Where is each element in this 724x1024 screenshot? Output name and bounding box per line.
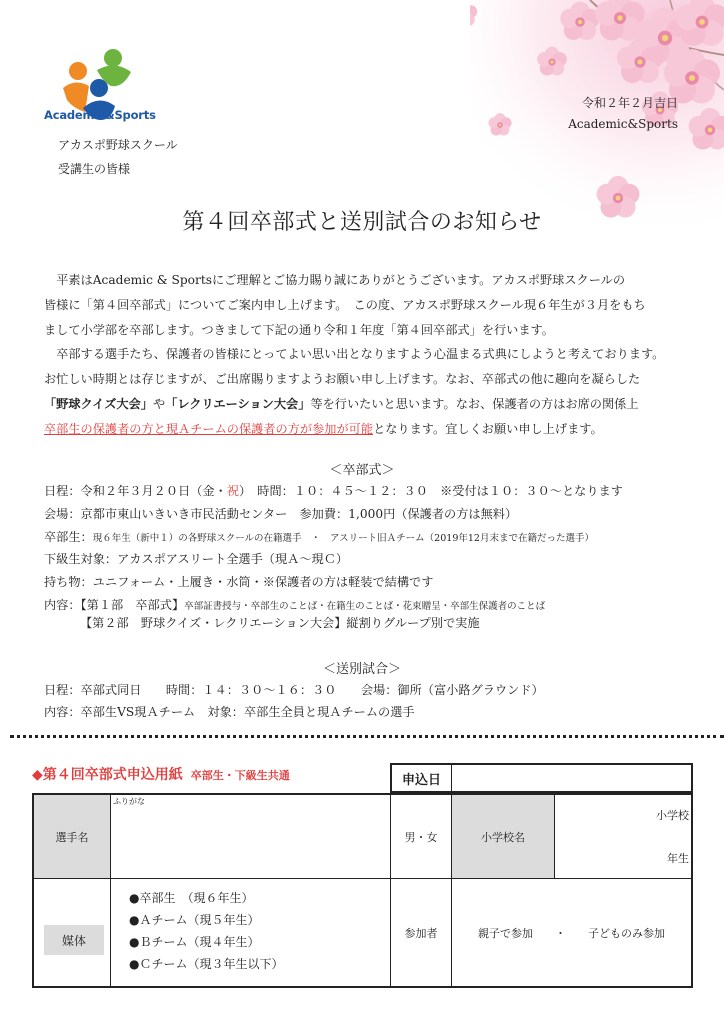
player-name-field[interactable]: [111, 795, 391, 879]
ceremony-graduates: [44, 528, 594, 545]
intro-line: [44, 342, 694, 367]
choice-separator: ・: [555, 926, 566, 940]
addressee-line1: アカスポ野球スクール: [58, 138, 178, 152]
option-a-team[interactable]: ●Ａチーム（現５年生）: [129, 913, 260, 927]
intro-text-span: となります。宜しくお願い申し上げます。: [373, 421, 603, 436]
logo-text: Academic&Sports: [44, 108, 156, 122]
participant-choices: [452, 879, 691, 986]
content-detail: 卒部証書授与・卒部生のことば・在籍生のことば・花束贈呈・卒部生保護者のことば: [184, 601, 546, 612]
choice-parent-child[interactable]: 親子で参加: [478, 926, 533, 940]
page-title: 第４回卒部式と送別試合のお知らせ: [182, 210, 542, 235]
ceremony-content: [44, 596, 545, 613]
parent-participation-note: 卒部生の保護者の方と現Ａチームの保護者の方が参加が可能: [44, 421, 374, 436]
graduates-label: 卒部生：: [44, 530, 93, 544]
choice-child-only[interactable]: 子どものみ参加: [588, 926, 665, 940]
participant-label: 参加者: [391, 879, 452, 986]
intro-text-span: や: [152, 396, 166, 411]
intro-text-span: 卒部する選手たち、保護者の皆様にとってよい思い出となりますよう心温まる式典にしようと考えております。: [56, 347, 665, 362]
school-name-label: 小学校名: [452, 795, 555, 879]
ceremony-heading: ＜卒部式＞: [329, 463, 395, 478]
recreation-event: 「レクリエーション大会」: [165, 396, 311, 411]
intro-line: まして小学部を卒部します。つきまして下記の通り令和１年度「第４回卒部式」を行います。: [44, 322, 554, 337]
ceremony-items: 持ち物：ユニフォーム・上履き・水筒・※保護者の方は軽装で結構です: [44, 575, 434, 589]
ceremony-date-text: ） 時間：１０：４５～１２：３０ ※受付は１０：３０～となります: [239, 484, 623, 498]
option-b-team[interactable]: ●Ｂチーム（現４年生）: [129, 935, 260, 949]
ceremony-venue: 会場：京都市東山いきいき市民活動センター 参加費：1,000円（保護者の方は無料）: [44, 507, 518, 521]
farewell-heading: ＜送別試合＞: [322, 662, 401, 677]
issuer-org: Academic&Sports: [568, 117, 678, 131]
form-subtitle: 卒部生・下級生共通: [190, 769, 290, 782]
intro-line: [44, 392, 694, 417]
intro-line: [44, 268, 694, 293]
school-name-field[interactable]: [555, 795, 691, 879]
ceremony-part2: 【第２部 野球クイズ・レクリエーション大会】縦割りグループ別で実施: [80, 616, 480, 630]
content-label: 内容：【第１部 卒部式】: [44, 598, 185, 612]
addressee-line2: 受講生の皆様: [58, 162, 131, 176]
option-c-team[interactable]: ●Ｃチーム（現３年生以下）: [129, 957, 284, 971]
form-title: [32, 764, 290, 784]
ceremony-date-text: 日程：令和２年３月２０日（金・: [44, 484, 227, 498]
intro-text-span: 等を行いたいと思います。なお、保護者の方はお席の関係上: [310, 396, 639, 411]
intro-text-span: 平素はAcademic & Sportsにご理解とご協力賜り誠にありがとうございます。アカスポ野球スクールの: [56, 273, 626, 287]
gender-selector[interactable]: 男・女: [391, 795, 452, 879]
option-graduate[interactable]: ●卒部生 （現６年生）: [129, 891, 254, 905]
ceremony-juniors: 下級生対象：アカスポアスリート全選手（現Ａ～現Ｃ）: [44, 552, 349, 566]
ceremony-date: [44, 482, 623, 499]
graduates-detail: 現６年生（新中１）の各野球スクールの在籍選手 ・ アスリート旧Ａチーム（2019年12月末まで在籍だった選手）: [92, 533, 594, 544]
media-label: 媒体: [44, 925, 104, 955]
intro-line: お忙しい時期とは存じますが、ご出席賜りますようお願い申し上げます。なお、卒部式の他に趣向を凝らした: [44, 372, 641, 387]
furigana-label: ふりがな: [113, 797, 145, 806]
farewell-content: 内容：卒部生VS現Ａチーム 対象：卒部生全員と現Ａチームの選手: [44, 705, 415, 719]
form-title-text: ◆第４回卒部式申込用紙: [32, 767, 183, 783]
farewell-schedule: 日程：卒部式同日 時間：１４：３０～１６：３０ 会場：御所（富小路グラウンド）: [44, 683, 544, 697]
apply-date-label: 申込日: [390, 763, 452, 793]
intro-line: 皆様に「第４回卒部式」についてご案内申し上げます。 この度、アカスポ野球スクール現６年生が３月をもち: [44, 297, 646, 312]
intro-line: [44, 417, 694, 442]
media-cell: [34, 879, 111, 986]
apply-date-field[interactable]: [451, 763, 693, 793]
cut-line: [10, 735, 724, 738]
grade-suffix: 年生: [667, 852, 689, 865]
holiday-mark: 祝: [226, 484, 239, 498]
player-name-label: 選手名: [34, 795, 111, 879]
school-suffix: 小学校: [656, 809, 689, 822]
quiz-event: 「野球クイズ大会」: [44, 396, 153, 411]
team-options: [111, 879, 391, 986]
intro-text: [44, 268, 694, 442]
issue-date: 令和２年２月吉日: [581, 96, 678, 110]
